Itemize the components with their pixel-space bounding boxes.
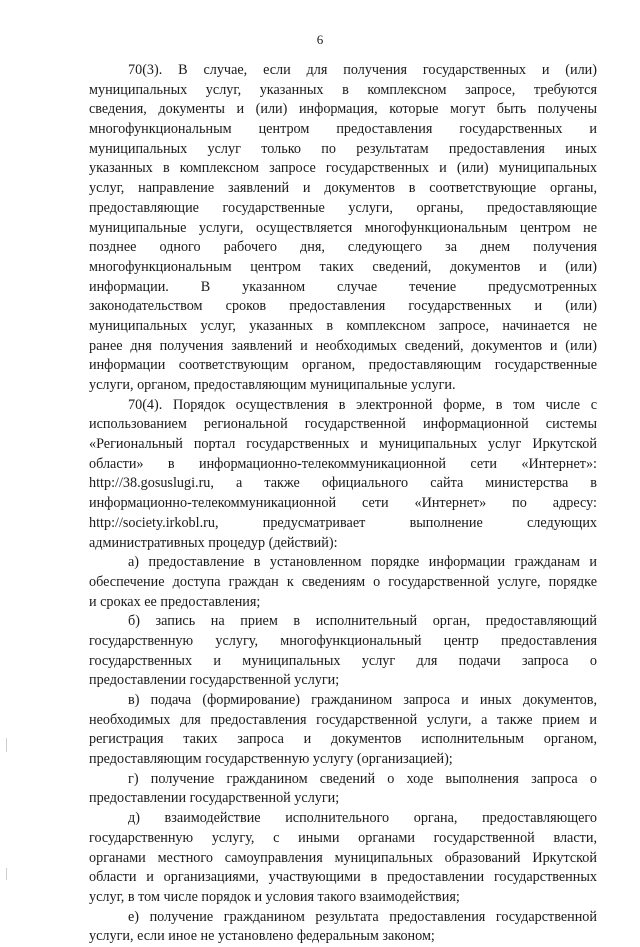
text-line: «Региональный портал государственных и муниципальных услуг Иркутской — [89, 436, 597, 453]
text-line: предоставляющие государственные услуги, органы, предоставляющие — [89, 199, 597, 216]
text-line: предоставляющим государственную услугу (организацией); — [89, 751, 453, 768]
text-line: обеспечение доступа граждан к сведениям о государственной услуге, порядке — [89, 573, 597, 590]
text-line: услуг, направление заявлений и документов в соответствующие органы, — [89, 180, 597, 197]
text-line: 70(4). Порядок осуществления в электронной форме, в том числе с — [128, 396, 597, 413]
text-line: д) взаимодействие исполнительного органа, предоставляющего — [128, 810, 597, 827]
text-line: органами местного самоуправления муниципальных образований Иркутской — [89, 849, 597, 866]
text-line: муниципальных услуг, указанных в комплексном запросе, требуются — [89, 81, 597, 98]
text-line: законодательством сроков предоставления государственных и (или) — [89, 298, 597, 315]
text-line: административных процедур (действий): — [89, 534, 338, 551]
scan-margin-mark — [6, 738, 7, 752]
text-line: информации соответствующим органом, предоставляющим государственные — [89, 357, 597, 374]
text-line: услуг, в том числе порядок и условия такого взаимодействия; — [89, 888, 460, 905]
text-line: в) подача (формирование) гражданином запроса и иных документов, — [128, 692, 597, 708]
text-line: государственную услугу, с иными органами государственной власти, — [89, 829, 597, 846]
text-line: информационно-телекоммуникационной сети «Интернет» по адресу: — [89, 495, 597, 512]
scan-margin-mark — [6, 868, 7, 880]
text-line: е) получение гражданином результата предоставления государственной — [128, 908, 597, 925]
text-line: позднее одного рабочего дня, следующего за днем получения — [89, 239, 597, 256]
text-line: государственных и муниципальных услуг для подачи запроса о — [89, 652, 597, 669]
text-line: предоставлении государственной услуги; — [89, 672, 340, 689]
text-line: многофункциональным центром таких сведений, документов и (или) — [89, 258, 597, 275]
text-line: муниципальные услуги, осуществляется многофункциональным центром не — [89, 219, 597, 236]
text-line: сведения, документы и (или) информация, которые могут быть получены — [89, 101, 597, 118]
text-line: ранее дня получения заявлений и необходимых сведений, документов и (или) — [89, 337, 597, 354]
text-line: http://38.gosuslugi.ru, а также официального сайта министерства в — [89, 475, 597, 492]
text-line: области и организациями, участвующими в предоставлении государственных — [89, 869, 597, 886]
text-line: многофункциональным центром предоставления государственных и — [89, 121, 597, 138]
text-line: регистрация таких запроса и документов исполнительным органом, — [89, 731, 597, 748]
text-line: предоставлении государственной услуги; — [89, 790, 340, 807]
text-line: г) получение гражданином сведений о ходе выполнения запроса о — [128, 770, 597, 787]
text-line: указанных в комплексном запросе государственных и (или) муниципальных — [89, 160, 597, 177]
text-line: области» в информационно-телекоммуникационной сети «Интернет»: — [89, 455, 597, 472]
text-line: государственную услугу, многофункциональный центр предоставления — [89, 632, 597, 649]
text-line: а) предоставление в установленном порядке информации гражданам и — [128, 554, 597, 571]
text-line: муниципальных услуг только по результатам предоставления иных — [89, 140, 597, 157]
text-line: http://society.irkobl.ru, предусматривает выполнение следующих — [89, 514, 597, 531]
text-line: б) запись на прием в исполнительный орган, предоставляющий — [128, 613, 597, 630]
text-line: услуги, органом, предоставляющим муниципальные услуги. — [89, 377, 456, 393]
page-number: 6 — [316, 32, 324, 47]
text-line: использованием региональной государственной информационной системы — [89, 416, 597, 433]
text-line: муниципальных услуг, указанных в комплексном запросе, начинается не — [89, 317, 597, 334]
text-line: 70(3). В случае, если для получения государственных и (или) — [128, 62, 597, 78]
document-body — [89, 61, 597, 947]
text-line: услуги, если иное не установлено федеральным законом; — [89, 928, 435, 945]
text-line: и сроках ее предоставления; — [89, 593, 261, 610]
text-line: необходимых для предоставления государственной услуги, а также прием и — [89, 711, 597, 728]
text-line: информации. В указанном случае течение предусмотренных — [89, 278, 597, 295]
